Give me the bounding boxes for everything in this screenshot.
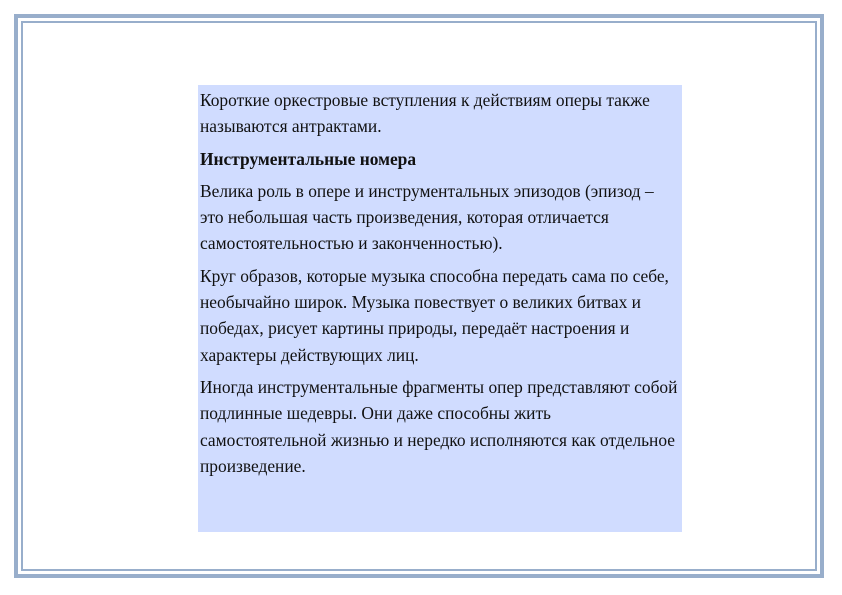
paragraph-episodes: Велика роль в опере и инструментальных эпизодов (эпизод – это небольшая часть произведения, которая отличается самостоятельностью и законченностью). <box>200 180 654 254</box>
paragraph-masterpieces: Иногда инструментальные фрагменты опер представляют собой подлинные шедевры. Они даже способны жить самостоятельной жизнью и нередко исполняются как отдельное произведение. <box>200 376 678 476</box>
paragraph-overtures: Короткие оркестровые вступления к действиям оперы также называются антрактами. <box>200 90 650 137</box>
paragraph-images: Круг образов, которые музыка способна передать сама по себе, необычайно широк. Музыка повествует о великих битвах и победах, рисует картины природы, передаёт настроения и характеры действующих лиц. <box>200 265 669 365</box>
section-heading: Инструментальные номера <box>200 148 417 169</box>
text-block <box>198 85 682 532</box>
